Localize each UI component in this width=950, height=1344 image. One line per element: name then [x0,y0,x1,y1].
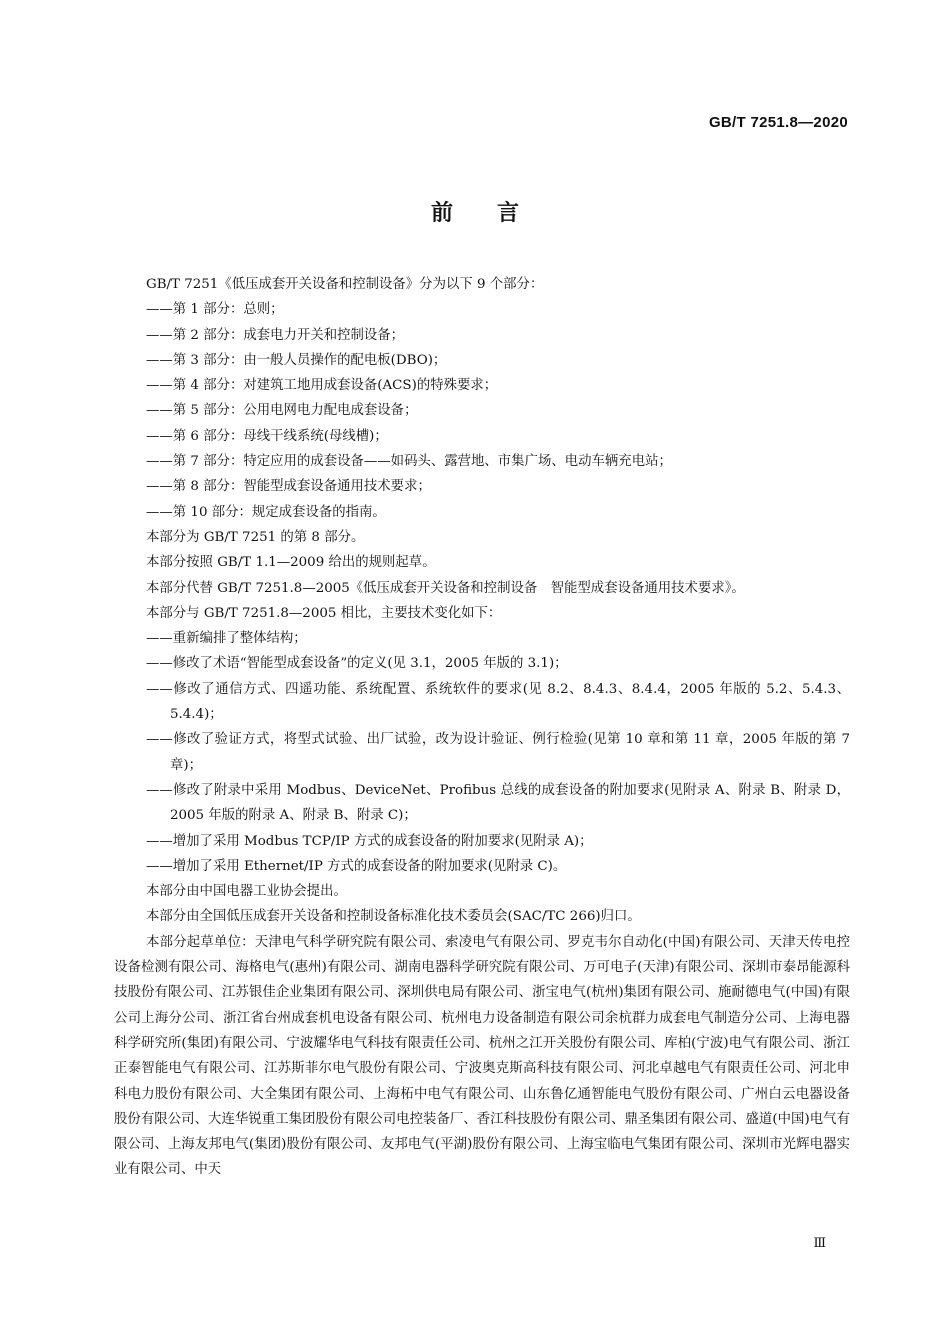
list-item: ——修改了通信方式、四遥功能、系统配置、系统软件的要求(见 8.2、8.4.3、8.4.4，2005 年版的 5.2、5.4.3、5.4.4)； [146,681,850,723]
list-item: ——重新编排了整体结构； [146,631,307,647]
list-item: ——修改了术语“智能型成套设备”的定义(见 3.1，2005 年版的 3.1)； [146,656,568,672]
paragraph: GB/T 7251《低压成套开关设备和控制设备》分为以下 9 个部分： [146,277,544,292]
paragraph: 本部分按照 GB/T 1.1—2009 给出的规则起草。 [146,555,436,571]
list-item: ——修改了验证方式，将型式试验、出厂试验，改为设计验证、例行检验(见第 10 章和第 11 章，2005 年版的第 7 章)； [146,732,850,773]
standard-code: GB/T 7251.8—2020 [708,114,848,131]
list-item: ——第 7 部分：特定应用的成套设备——如码头、露营地、市集广场、电动车辆充电站； [146,454,672,470]
list-item: ——增加了采用 Modbus TCP/IP 方式的成套设备的附加要求(见附录 A)； [146,833,593,849]
list-item: ——第 6 部分：母线干线系统(母线槽)； [146,428,388,444]
title-char-2: 言 [497,201,520,226]
list-item: ——第 10 部分：规定成套设备的指南。 [146,504,386,520]
title-char-1: 前 [430,201,453,226]
paragraph: 本部分起草单位：天津电气科学研究院有限公司、索凌电气有限公司、罗克韦尔自动化(中国)有限公司、天津天传电控设备检测有限公司、海格电气(惠州)有限公司、湖南电器科学研究院有限公司、万可电子(天津)有限公司、深圳市泰昂能源科技股份有限公司、江苏银佳企业集团有限公司、深圳供电局有限公司、浙宝电气(杭州)集团有限公司、施耐德电气(中国)有限公司上海分公司、浙江省台州成套机电设备有限公司、杭州电力设备制造有限公司余杭群力成套电气制造分公司、上海电器科学研究所(集团)有限公司、宁波耀华电气科技有限责任公司、杭州之江开关股份有限公司、库柏(宁波)电气有限公司、浙江正泰智能电气有限公司、江苏斯菲尔电气股份有限公司、宁波奥克斯高科技有限公司、河北卓越电气有限责任公司、河北申科电力股份有限公司、大全集团有限公司、上海柘中电气有限公司、山东鲁亿通智能电气股份有限公司、广州白云电器设备股份有限公司、大连华锐重工集团股份有限公司电控装备厂、香江科技股份有限公司、鼎圣集团有限公司、盛道(中国)电气有限公司、上海友邦电气(集团)股份有限公司、友邦电气(平湖)股份有限公司、上海宝临电气集团有限公司、深圳市光辉电器实业有限公司、中天 [114,934,850,1178]
list-item: ——增加了采用 Ethernet/IP 方式的成套设备的附加要求(见附录 C)。 [146,858,567,874]
page-title [0,196,950,227]
list-item: ——第 8 部分：智能型成套设备通用技术要求； [146,479,431,495]
paragraph: 本部分与 GB/T 7251.8—2005 相比，主要技术变化如下： [146,605,502,621]
paragraph: 本部分由全国低压成套开关设备和控制设备标准化技术委员会(SAC/TC 266)归口。 [146,909,641,925]
paragraph: 本部分由中国电器工业协会提出。 [146,884,347,900]
list-item: ——第 2 部分：成套电力开关和控制设备； [146,327,405,343]
list-item: ——第 1 部分：总则； [146,302,284,318]
paragraph: 本部分代替 GB/T 7251.8—2005《低压成套开关设备和控制设备 智能型成套设备通用技术要求》。 [146,580,745,596]
list-item: ——第 3 部分：由一般人员操作的配电板(DBO)； [146,352,447,368]
document-body [114,272,850,1183]
list-item: ——修改了附录中采用 Modbus、DeviceNet、Profibus 总线的成套设备的附加要求(见附录 A、附录 B、附录 D，2005 年版的附录 A、附录 B、附录 C)； [146,782,850,824]
list-item: ——第 5 部分：公用电网电力配电成套设备； [146,403,418,419]
page-number: Ⅲ [813,1236,826,1251]
list-item: ——第 4 部分：对建筑工地用成套设备(ACS)的特殊要求； [146,378,498,394]
paragraph: 本部分为 GB/T 7251 的第 8 部分。 [146,529,365,545]
